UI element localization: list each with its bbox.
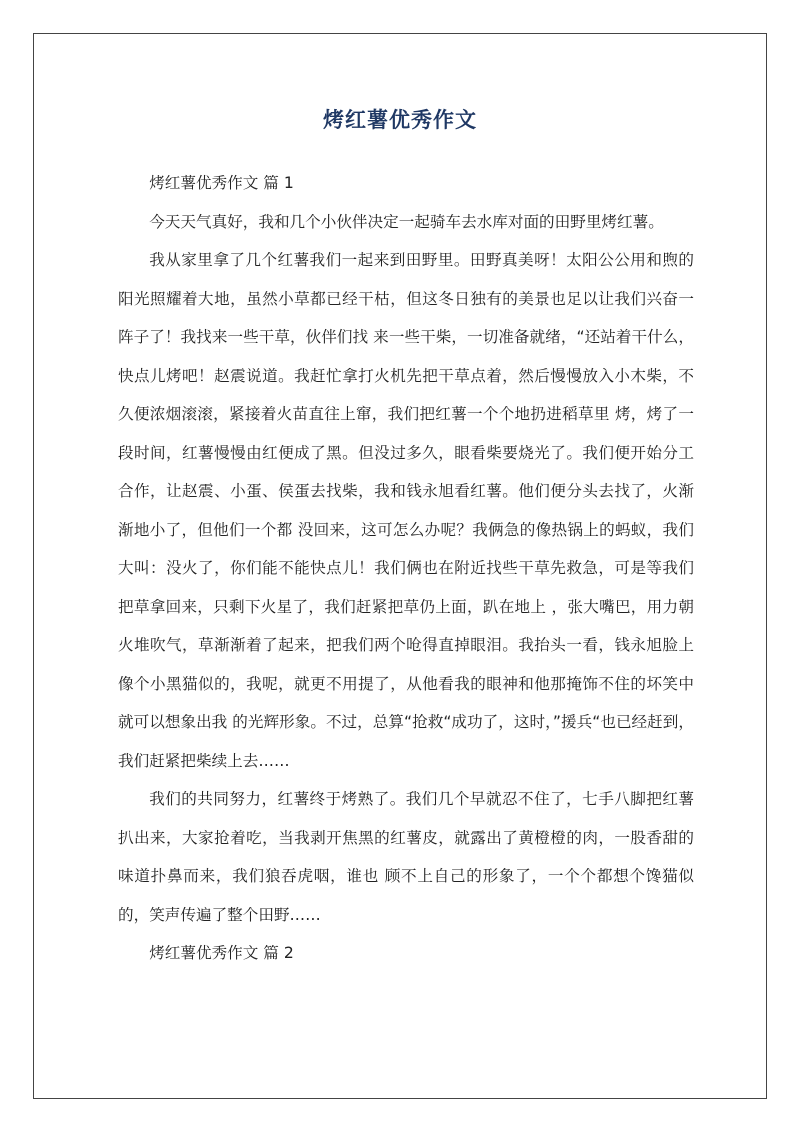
paragraph-2: 我从家里拿了几个红薯我们一起来到田野里。田野真美呀！太阳公公用和煦的阳光照耀着大地，虽然小草都已经干枯，但这冬日独有的美景也足以让我们兴奋一阵子了！我找来一些干草，伙伴们找 来一些干柴，一切准备就绪，“还站着干什么，快点儿烤吧！赵震说道。我赶忙拿打火机先把干草点着，然后慢慢放入小木柴，不久便浓烟滚滚，紧接着火苗直往上窜，我们把红薯一个个地扔进稻草里 烤，烤了一段时间，红薯慢慢由红便成了黑。但没过多久，眼看柴要烧光了。我们便开始分工合作，让赵震、小蛋、侯蛋去找柴，我和钱永旭看红薯。他们便分头去找了，火渐渐地小了，但他们一个都 没回来，这可怎么办呢？我俩急的像热锅上的蚂蚁，我们大叫：没火了，你们能不能快点儿！我们俩也在附近找些干草先救急，可是等我们把草拿回来，只剩下火星了，我们赶紧把草仍上面，趴在地上 ，张大嘴巴，用力朝火堆吹气，草渐渐着了起来，把我们两个呛得直掉眼泪。我抬头一看，钱永旭脸上像个小黑猫似的，我呢，就更不用提了，从他看我的眼神和他那掩饰不住的坏笑中就可以想象出我 的光辉形象。不过，总算“抢救“成功了，这时，”援兵“也已经赶到，我们赶紧把柴续上去…… [118,251,694,770]
section-heading-2: 烤红薯优秀作文 篇 2 [149,944,294,962]
paragraph-1: 今天天气真好，我和几个小伙伴决定一起骑车去水库对面的田野里烤红薯。 [149,212,664,231]
page-title: 烤红薯优秀作文 [323,108,477,132]
paragraph-3: 我们的共同努力，红薯终于烤熟了。我们几个早就忍不住了，七手八脚把红薯扒出来，大家抢着吃，当我剥开焦黑的红薯皮，就露出了黄橙橙的肉，一股香甜的味道扑鼻而来，我们狼吞虎咽，谁也 顾不上自己的形象了，一个个都想个馋猫似的，笑声传遍了整个田野…… [118,790,694,924]
essay-body [118,164,694,973]
section-heading-1: 烤红薯优秀作文 篇 1 [149,174,294,192]
